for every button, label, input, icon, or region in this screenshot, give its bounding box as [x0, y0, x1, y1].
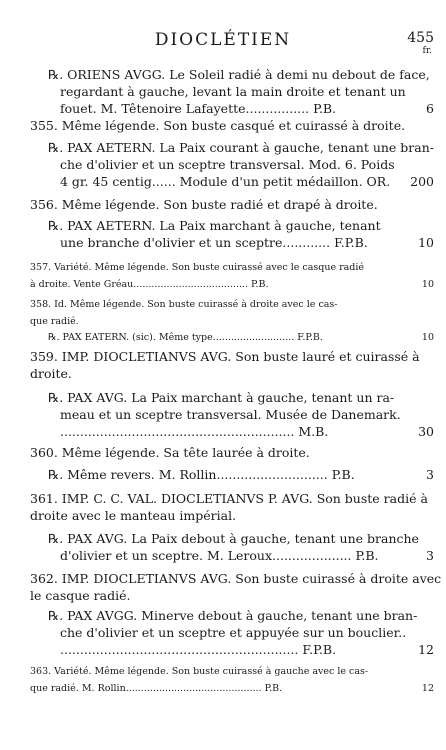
- entry-line: [30, 196, 434, 213]
- entry-line: [30, 587, 434, 604]
- catalog-entry: [30, 196, 434, 213]
- entry-line: [30, 217, 434, 234]
- entry-line: [30, 423, 434, 440]
- entry-text: 359. IMP. DIOCLETIANVS AVG. Son buste lauré et cuirassé à: [30, 348, 420, 364]
- entry-text: à droite. Vente Gréau...................................... P.B.: [30, 278, 269, 290]
- entry-text: 362. IMP. DIOCLETIANVS AVG. Son buste cuirassé à droite avec: [30, 570, 442, 586]
- entry-text: ℞. Même revers. M. Rollin............................ P.B.: [48, 466, 355, 482]
- entry-line: [30, 311, 434, 328]
- entry-text: ℞. ORIENS AVGG. Le Soleil radié à demi nu debout de face,: [48, 66, 430, 82]
- entry-line: [30, 100, 434, 117]
- entry-text: 360. Même légende. Sa tête laurée à droite.: [30, 444, 310, 460]
- catalog-entry: [30, 661, 434, 695]
- entry-text: che d'olivier et un sceptre transversal. Mod. 6. Poids: [60, 156, 395, 172]
- entry-value: 3: [426, 466, 434, 482]
- catalog-entry: [30, 530, 434, 564]
- entry-value: 10: [418, 234, 434, 250]
- entry-line: [30, 444, 434, 461]
- page-header: [0, 30, 446, 54]
- entry-text: 358. Id. Même légende. Son buste cuirassé à droite avec le cas-: [30, 298, 338, 310]
- entry-line: [30, 365, 434, 382]
- catalog-entry: [30, 217, 434, 251]
- entry-value: 3: [426, 547, 434, 563]
- entry-text: le casque radié.: [30, 587, 131, 603]
- entry-text: ℞. PAX AVG. La Paix marchant à gauche, tenant un ra-: [48, 389, 395, 405]
- entry-value: 6: [426, 100, 434, 116]
- entry-line: [30, 607, 434, 624]
- catalog-entry: [30, 139, 434, 190]
- entry-value: 10: [421, 331, 434, 343]
- entry-line: [30, 257, 434, 274]
- entry-line: [30, 294, 434, 311]
- entry-text: fouet. M. Têtenoire Lafayette................ P.B.: [60, 100, 337, 116]
- entry-text: regardant à gauche, levant la main droite et tenant un: [60, 83, 406, 99]
- entry-line: [30, 348, 434, 365]
- entry-line: [30, 156, 434, 173]
- catalog-entry: [30, 327, 434, 344]
- entry-line: [30, 66, 434, 83]
- entry-line: [30, 507, 434, 524]
- entry-line: [30, 624, 434, 641]
- entry-line: [30, 678, 434, 695]
- entry-text: une branche d'olivier et un sceptre............ F.P.B.: [60, 234, 368, 250]
- page-title: DIOCLÉTIEN: [154, 30, 292, 50]
- entry-line: [30, 173, 434, 190]
- catalog-entry: [30, 348, 434, 382]
- entry-text: ℞. PAX EATERN. (sic). Même type........................... F.P.B.: [48, 331, 323, 343]
- entry-line: [30, 83, 434, 100]
- entry-text: ℞. PAX AETERN. La Paix courant à gauche, tenant une bran-: [48, 139, 434, 155]
- entry-value: 30: [418, 423, 434, 439]
- entry-line: [30, 661, 434, 678]
- entry-text: meau et un sceptre transversal. Musée de Danemark.: [60, 406, 401, 422]
- entry-text: 4 gr. 45 centig...... Module d'un petit médaillon. OR.: [60, 173, 391, 189]
- entry-text: 356. Même légende. Son buste radié et drapé à droite.: [30, 196, 378, 212]
- entry-text: 357. Variété. Même légende. Son buste cuirassé avec le casque radié: [30, 261, 365, 273]
- entry-text: ℞. PAX AETERN. La Paix marchant à gauche, tenant: [48, 217, 381, 233]
- entry-line: [30, 530, 434, 547]
- catalog-entry: [30, 490, 434, 524]
- entry-value: 12: [421, 682, 434, 694]
- catalog-entry: [30, 466, 434, 483]
- entry-line: [30, 570, 442, 587]
- entry-text: que radié. M. Rollin............................................. P.B.: [30, 682, 283, 694]
- entry-line: [30, 490, 434, 507]
- catalog-entry: [30, 66, 434, 117]
- catalog-entry: [30, 117, 434, 134]
- catalog-entry: [30, 570, 442, 604]
- entry-line: [30, 274, 434, 291]
- entry-line: [30, 466, 434, 483]
- catalog-entry: [30, 294, 434, 328]
- entry-text: que radié.: [30, 315, 79, 327]
- entry-text: ℞. PAX AVG. La Paix debout à gauche, tenant une branche: [48, 530, 419, 546]
- page-number: 455: [407, 30, 434, 46]
- entry-line: [30, 117, 434, 134]
- entry-line: [30, 234, 434, 251]
- entry-text: droite.: [30, 365, 72, 381]
- entry-value: 200: [410, 173, 434, 189]
- catalog-entry: [30, 389, 434, 440]
- entry-line: [30, 641, 434, 658]
- entry-text: 355. Même légende. Son buste casqué et cuirassé à droite.: [30, 117, 406, 133]
- entry-text: che d'olivier et un sceptre et appuyée sur un bouclier..: [60, 624, 407, 640]
- entry-text: d'olivier et un sceptre. M. Leroux.................... P.B.: [60, 547, 379, 563]
- entry-text: ............................................................ F.P.B.: [60, 641, 337, 657]
- entry-line: [30, 139, 434, 156]
- entry-text: ........................................................... M.B.: [60, 423, 329, 439]
- entry-text: droite avec le manteau impérial.: [30, 507, 237, 523]
- catalog-entry: [30, 257, 434, 291]
- entry-value: 10: [421, 278, 434, 290]
- entry-line: [30, 547, 434, 564]
- entry-value: 12: [418, 641, 434, 657]
- entry-line: [30, 327, 434, 344]
- column-unit: fr.: [422, 46, 432, 56]
- entry-text: ℞. PAX AVGG. Minerve debout à gauche, tenant une bran-: [48, 607, 418, 623]
- catalog-entry: [30, 444, 434, 461]
- entry-line: [30, 389, 434, 406]
- entry-line: [30, 406, 434, 423]
- entry-text: 361. IMP. C. C. VAL. DIOCLETIANVS P. AVG. Son buste radié à: [30, 490, 428, 506]
- catalog-entry: [30, 607, 434, 658]
- entry-text: 363. Variété. Même légende. Son buste cuirassé à gauche avec le cas-: [30, 665, 369, 677]
